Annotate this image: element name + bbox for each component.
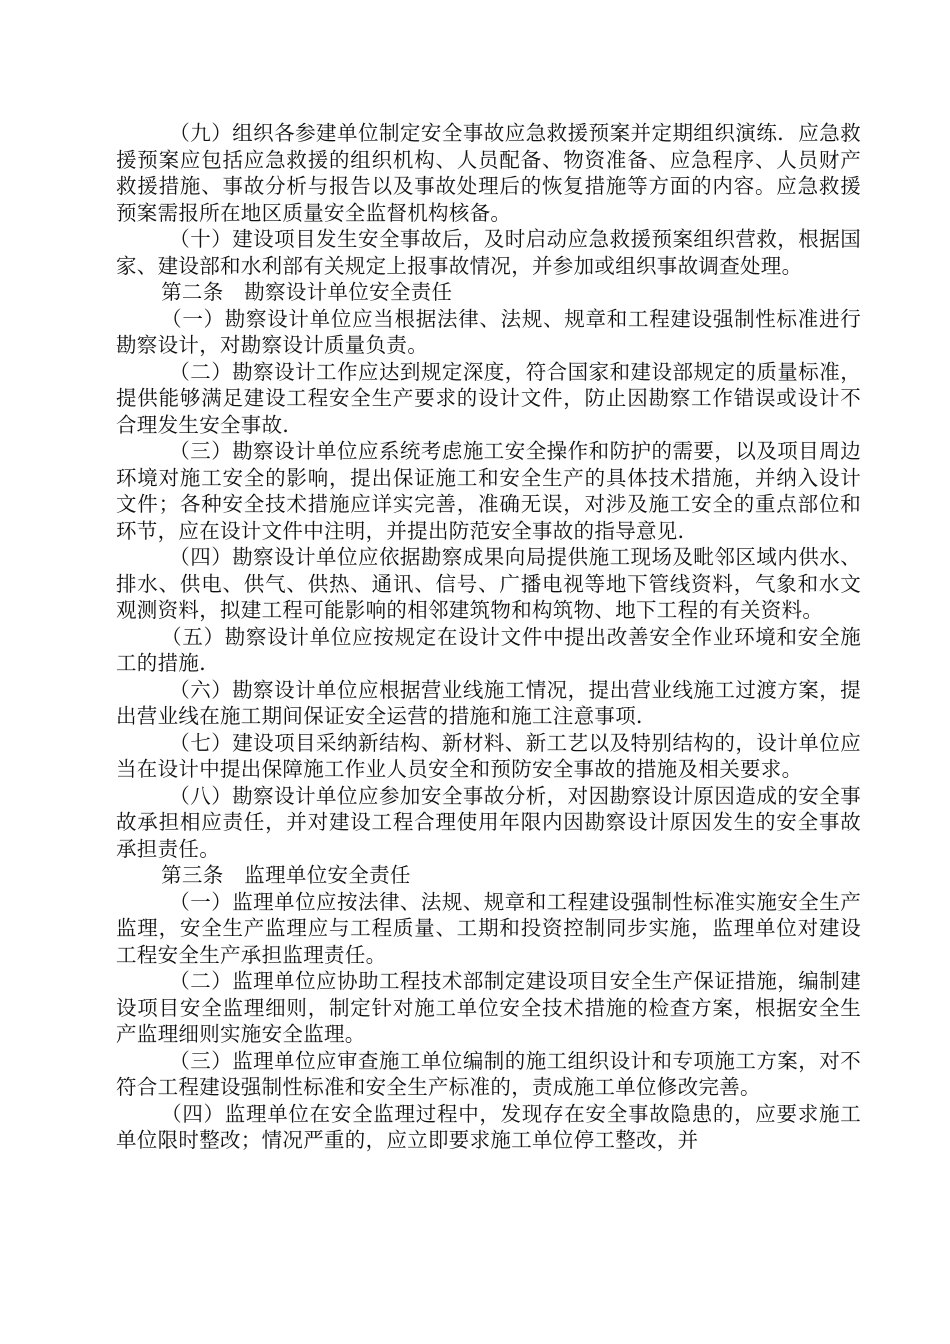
article-2-item-6: （六）勘察设计单位应根据营业线施工情况，提出营业线施工过渡方案，提出营业线在施工期间保证安全运营的措施和施工注意事项． xyxy=(116,677,861,728)
paragraph-9: （九）组织各参建单位制定安全事故应急救援预案并定期组织演练．应急救援预案应包括应急救援的组织机构、人员配备、物资准备、应急程序、人员财产救援措施、事故分析与报告以及事故处理后的恢复措施等方面的内容。应急救援预案需报所在地区质量安全监督机构核备。 xyxy=(116,121,861,225)
article-2-item-1: （一）勘察设计单位应当根据法律、法规、规章和工程建设强制性标准进行勘察设计，对勘察设计质量负责。 xyxy=(116,306,861,357)
article-3-heading: 第三条 监理单位安全责任 xyxy=(161,863,411,887)
document-page xyxy=(116,120,861,1154)
paragraph-10: （十）建设项目发生安全事故后，及时启动应急救援预案组织营救，根据国家、建设部和水利部有关规定上报事故情况，并参加或组织事故调查处理。 xyxy=(116,227,861,278)
article-2-item-5: （五）勘察设计单位应按规定在设计文件中提出改善安全作业环境和安全施工的措施． xyxy=(116,624,861,675)
article-2-item-3: （三）勘察设计单位应系统考虑施工安全操作和防护的需要，以及项目周边环境对施工安全的影响，提出保证施工和安全生产的具体技术措施，并纳入设计文件；各种安全技术措施应详实完善，准确无误，对涉及施工安全的重点部位和环节，应在设计文件中注明，并提出防范安全事故的指导意见． xyxy=(116,439,861,543)
article-2-heading: 第二条 勘察设计单位安全责任 xyxy=(161,280,453,304)
article-3-item-2: （二）监理单位应协助工程技术部制定建设项目安全生产保证措施，编制建设项目安全监理细则，制定针对施工单位安全技术措施的检查方案，根据安全生产监理细则实施安全监理。 xyxy=(116,969,861,1046)
article-3-item-3: （三）监理单位应审查施工单位编制的施工组织设计和专项施工方案，对不符合工程建设强制性标准和安全生产标准的，责成施工单位修改完善。 xyxy=(116,1048,861,1099)
article-2-item-7: （七）建设项目采纳新结构、新材料、新工艺以及特别结构的，设计单位应当在设计中提出保障施工作业人员安全和预防安全事故的措施及相关要求。 xyxy=(116,730,861,781)
article-3-item-1: （一）监理单位应按法律、法规、规章和工程建设强制性标准实施安全生产监理，安全生产监理应与工程质量、工期和投资控制同步实施，监理单位对建设工程安全生产承担监理责任。 xyxy=(116,889,861,967)
article-2-item-8: （八）勘察设计单位应参加安全事故分析，对因勘察设计原因造成的安全事故承担相应责任，并对建设工程合理使用年限内因勘察设计原因发生的安全事故承担责任。 xyxy=(116,783,861,861)
article-3-item-4: （四）监理单位在安全监理过程中，发现存在安全事故隐患的，应要求施工单位限时整改；情况严重的，应立即要求施工单位停工整改，并 xyxy=(116,1101,861,1152)
article-2-item-4: （四）勘察设计单位应依据勘察成果向局提供施工现场及毗邻区域内供水、排水、供电、供气、供热、通讯、信号、广播电视等地下管线资料，气象和水文观测资料，拟建工程可能影响的相邻建筑物和构筑物、地下工程的有关资料。 xyxy=(116,545,861,622)
article-2-item-2: （二）勘察设计工作应达到规定深度，符合国家和建设部规定的质量标准，提供能够满足建设工程安全生产要求的设计文件，防止因勘察工作错误或设计不合理发生安全事故． xyxy=(116,359,861,437)
